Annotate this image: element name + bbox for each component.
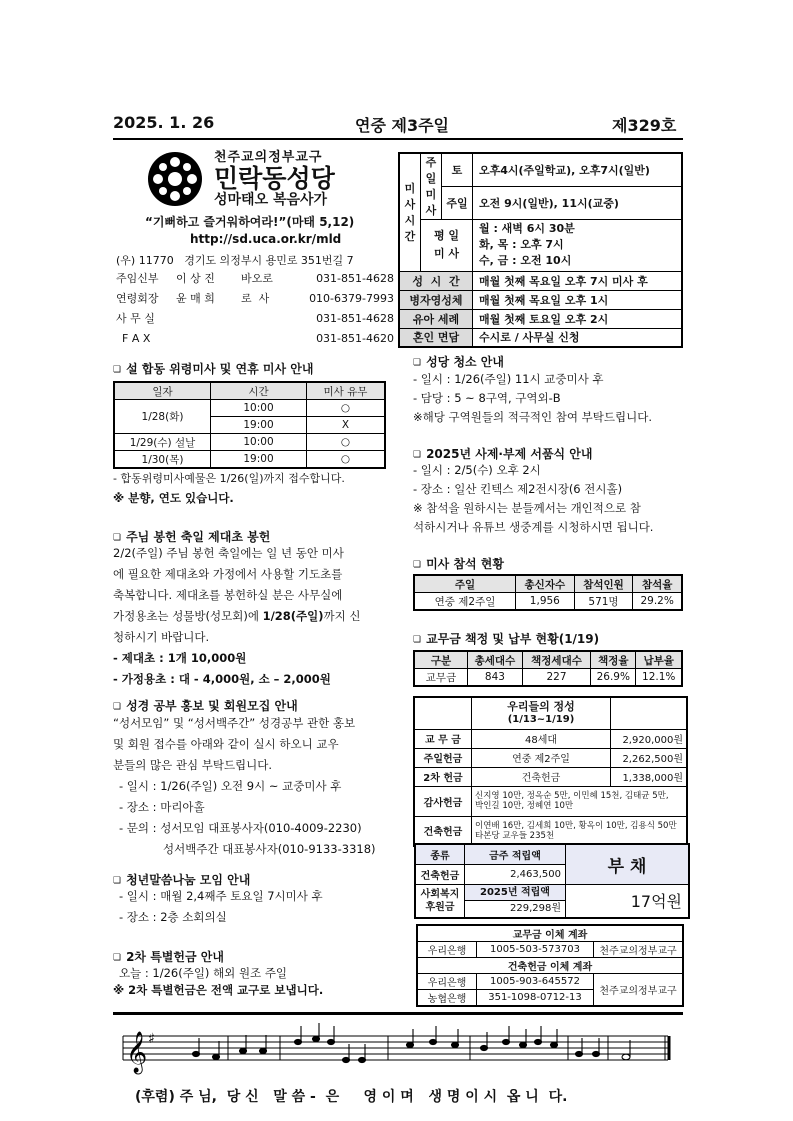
attendance-header: 주일 — [414, 575, 516, 593]
dues-table — [413, 650, 683, 687]
sun-time: 오전 9시(일반), 11시(교중) — [473, 186, 683, 219]
offering-amount: 1,338,000원 — [611, 767, 688, 786]
candle-line — [113, 606, 388, 627]
parish-logo-icon — [145, 151, 205, 207]
weekday-mass-label: 평 일 미 사 — [421, 219, 473, 271]
memorial-date: 1/30(목) — [114, 451, 211, 469]
memorial-mass: X — [307, 417, 386, 434]
candle-body — [113, 543, 388, 690]
ordination-body — [413, 461, 653, 537]
offering-label: 2차 헌금 — [414, 767, 472, 786]
bible-item: - 일시 : 1/26(주일) 오전 9시 ~ 교중미사 후 — [119, 779, 342, 793]
schedule-row-label: 유아 세례 — [399, 309, 473, 328]
build-names: 이연배 16만, 김세희 10만, 황옥이 10만, 김용식 50만 — [475, 820, 677, 831]
bible-line: 및 회원 접수를 아래와 같이 실시 하오니 교우 — [113, 737, 339, 751]
issue-date: 2025. 1. 26 — [113, 113, 215, 132]
dues-cell: 12.1% — [636, 669, 682, 687]
memorial-time: 10:00 — [211, 434, 307, 451]
contact-role: 연령회장 — [116, 292, 159, 305]
welfare-label: 사회복지 — [420, 888, 460, 900]
ordination-item: 석하시거나 유튜브 생중계를 시청하시면 됩니다. — [413, 520, 654, 534]
dues-header: 구분 — [414, 651, 468, 669]
contact-phone: 031-851-4628 — [316, 271, 394, 285]
contact-name: 윤 매 희 — [176, 292, 215, 305]
memorial-header: 일자 — [114, 382, 211, 400]
parish-url[interactable]: http://sd.uca.or.kr/mld — [190, 232, 342, 246]
contact-name: 이 상 진 — [176, 272, 215, 285]
contact-phone: 010-6379-7993 — [309, 291, 394, 305]
funds-build-value: 2,463,500 — [465, 864, 566, 884]
memorial-time: 10:00 — [211, 400, 307, 417]
youth-item: - 일시 : 매월 2,4째주 토요일 7시미사 후 — [119, 889, 323, 903]
candle-line: 에 필요한 제대초와 가정에서 사용할 기도초를 — [113, 567, 343, 581]
cleaning-item: - 담당 : 5 ~ 8구역, 구역외-B — [413, 391, 561, 405]
transfer-bank: 농협은행 — [417, 990, 477, 1007]
youth-title: ❏ 청년말씀나눔 모임 안내 — [113, 871, 250, 888]
attendance-cell: 29.2% — [633, 593, 682, 611]
build-names: 타본당 교우들 235천 — [475, 830, 555, 841]
contact-role: F A X — [122, 331, 151, 345]
attendance-cell: 연중 제2주일 — [414, 593, 516, 611]
contact-row — [116, 308, 394, 328]
offering-period: (1/13~1/19) — [507, 714, 575, 726]
funds-header-type: 종류 — [415, 844, 465, 864]
attendance-title: ❏ 미사 참석 현황 — [413, 555, 504, 572]
funds-header-week: 금주 적립액 — [465, 844, 566, 864]
ordination-item: ※ 참석을 원하시는 분들께서는 개인적으로 참 — [413, 501, 641, 515]
welfare-value: 229,298원 — [509, 902, 561, 914]
memorial-mass: ○ — [307, 434, 386, 451]
memorial-title: ❏ 설 합동 위령미사 및 연휴 미사 안내 — [113, 360, 313, 377]
offering-desc: 건축헌금 — [472, 767, 611, 786]
memorial-date: 1/28(화) — [114, 400, 211, 434]
offering-amount: 2,262,500원 — [611, 748, 688, 767]
memorial-date: 1/29(수) 설날 — [114, 434, 211, 451]
candle-text: 까지 신 — [323, 609, 361, 623]
contact-phone: 031-851-4628 — [316, 311, 394, 325]
weekday-wed-fri: 수, 금 : 오전 10시 — [479, 254, 572, 267]
hymn-lyrics: (후렴) 주 님, 당 신 말 씀 - 은 영 이 며 생 명 이 시 옵 니 다. — [135, 1089, 568, 1105]
contact-role: 주임신부 — [116, 272, 159, 285]
welfare-label: 후원금 — [425, 901, 455, 913]
transfer-holder: 천주교의정부교구 — [594, 974, 684, 1007]
special-title: ❏ 2차 특별헌금 안내 — [113, 948, 224, 965]
welfare-sub: 2025년 적립액 — [465, 885, 565, 901]
candle-line: 청하시기 바랍니다. — [113, 630, 210, 644]
attendance-table — [413, 574, 683, 611]
schedule-row-value: 매월 첫째 목요일 오후 7시 미사 후 — [473, 271, 683, 290]
parish-address: (우) 11770 경기도 의정부시 용민로 351번길 7 — [116, 254, 354, 267]
offering-label: 교 무 금 — [414, 729, 472, 748]
memorial-note-bold: ※ 분향, 연도 있습니다. — [113, 491, 234, 505]
candle-deadline: 1/28(주일) — [262, 609, 324, 623]
thanks-names: 박인길 10만, 정혜연 10만 — [475, 801, 574, 811]
bible-body — [113, 713, 393, 860]
sharp-icon: ♯ — [148, 1031, 155, 1047]
youth-body — [119, 886, 323, 928]
attendance-cell: 571명 — [574, 593, 633, 611]
schedule-row-label: 성 시 간 — [399, 271, 473, 290]
weekday-mon: 월 : 새벽 6시 30분 — [479, 222, 575, 235]
schedule-row-label: 병자영성체 — [399, 290, 473, 309]
sun-label: 주일 — [442, 186, 473, 219]
attendance-header: 참석율 — [633, 575, 682, 593]
ordination-item: - 장소 : 일산 킨텍스 제2전시장(6 전시홀) — [413, 482, 623, 496]
build-transfer-title: 건축헌금 이체 계좌 — [417, 958, 683, 974]
transfer-bank: 우리은행 — [417, 974, 477, 990]
header-rule — [113, 138, 683, 140]
attendance-cell: 1,956 — [516, 593, 575, 611]
memorial-time: 19:00 — [211, 417, 307, 434]
schedule-row-value: 매월 첫째 목요일 오후 1시 — [473, 290, 683, 309]
contact-row — [116, 328, 394, 348]
funds-build-label: 건축헌금 — [415, 864, 465, 884]
bible-title: ❏ 성경 공부 홍보 및 회원모집 안내 — [113, 697, 298, 714]
bible-item: - 장소 : 마리아홀 — [119, 800, 205, 814]
candle-title: ❏ 주님 봉헌 축일 제대초 봉헌 — [113, 528, 270, 545]
contact-table — [116, 268, 394, 348]
build-label: 건축헌금 — [414, 816, 472, 846]
funds-table — [414, 843, 690, 919]
dues-header: 책정세대수 — [522, 651, 590, 669]
candle-price: - 가정용초 : 대 - 4,000원, 소 – 2,000원 — [113, 672, 331, 686]
memorial-table — [113, 381, 386, 469]
contact-baptismal: 로 사 — [241, 292, 270, 305]
memorial-header: 시간 — [211, 382, 307, 400]
mass-time-label: 미사시간 — [399, 153, 421, 271]
weekday-tue-thu: 화, 목 : 오후 7시 — [479, 238, 564, 251]
sat-label: 토 — [442, 153, 473, 186]
bible-line: 분들의 많은 관심 부탁드립니다. — [113, 758, 273, 772]
dues-header: 납부율 — [636, 651, 682, 669]
dues-header: 총세대수 — [468, 651, 523, 669]
offering-table — [413, 696, 688, 847]
cleaning-item: ※해당 구역원들의 적극적인 참여 부탁드립니다. — [413, 410, 652, 424]
memorial-time: 19:00 — [211, 451, 307, 469]
thanks-names: 신지영 10만, 정옥순 5만, 이민혜 15천, 김태균 5만, — [475, 791, 669, 801]
offering-label: 주일헌금 — [414, 748, 472, 767]
diocese-name: 천주교의정부교구 — [214, 150, 323, 165]
transfer-bank: 우리은행 — [417, 942, 477, 958]
candle-price: - 제대초 : 1개 10,000원 — [113, 651, 247, 665]
youth-item: - 장소 : 2층 소회의실 — [119, 910, 227, 924]
cleaning-title: ❏ 성당 청소 안내 — [413, 353, 504, 370]
memorial-mass: ○ — [307, 400, 386, 417]
contact-row — [116, 288, 394, 308]
thanks-label: 감사헌금 — [414, 786, 472, 816]
hymn-staff — [118, 1020, 678, 1082]
attendance-header: 총신자수 — [516, 575, 575, 593]
transfer-table — [416, 924, 684, 1007]
candle-line: 축복합니다. 제대초를 봉헌하실 분은 사무실에 — [113, 588, 343, 602]
cleaning-body — [413, 370, 652, 427]
transfer-holder: 천주교의정부교구 — [594, 942, 684, 958]
debt-value: 17억원 — [566, 884, 690, 918]
dues-cell: 843 — [468, 669, 523, 687]
contact-role: 사 무 실 — [116, 312, 155, 325]
memorial-header: 미사 유무 — [307, 382, 386, 400]
memorial-mass: ○ — [307, 451, 386, 469]
mass-schedule-table — [398, 152, 683, 348]
dues-cell: 26.9% — [591, 669, 636, 687]
offering-amount: 2,920,000원 — [611, 729, 688, 748]
parish-patron: 성마태오 복음사가 — [214, 192, 328, 208]
offering-desc: 48세대 — [472, 729, 611, 748]
offering-title: 우리들의 정성 — [507, 700, 575, 714]
issue-number: 제329호 — [612, 116, 677, 135]
sat-time: 오후4시(주일학교), 오후7시(일반) — [473, 153, 683, 186]
candle-text: 가정용초는 성물방(성모회)에 — [113, 609, 263, 623]
schedule-row-label: 혼인 면담 — [399, 328, 473, 347]
sunday-mass-label: 주일미사 — [421, 153, 442, 219]
liturgical-season: 연중 제3주일 — [355, 116, 449, 135]
dues-cell: 교무금 — [414, 669, 468, 687]
ordination-title: ❏ 2025년 사제·부제 서품식 안내 — [413, 445, 593, 462]
special-note: ※ 2차 특별헌금은 전액 교구로 보냅니다. — [113, 983, 324, 997]
parish-name: 민락동성당 — [214, 164, 335, 193]
schedule-row-value: 매월 첫째 토요일 오후 2시 — [473, 309, 683, 328]
hymn-notes — [193, 1023, 631, 1063]
special-item: 오늘 : 1/26(주일) 해외 원조 주일 — [119, 966, 288, 980]
dues-header: 책정율 — [591, 651, 636, 669]
bible-line: “성서모임” 및 “성서백주간” 성경공부 관한 홍보 — [113, 716, 356, 730]
contact-baptismal: 바오로 — [241, 272, 273, 285]
dues-cell: 227 — [522, 669, 590, 687]
ordination-item: - 일시 : 2/5(수) 오후 2시 — [413, 463, 541, 477]
dues-title: ❏ 교무금 책정 및 납부 현황(1/19) — [413, 630, 599, 647]
treble-clef-icon: 𝄞 — [126, 1032, 148, 1073]
contact-row — [116, 268, 394, 288]
bible-item: 성서백주간 대표봉사자(010-9133-3318) — [163, 842, 376, 856]
candle-line: 2/2(주일) 주님 봉헌 축일에는 일 년 동안 미사 — [113, 546, 344, 560]
attendance-header: 참석인원 — [574, 575, 633, 593]
transfer-account: 1005-503-573703 — [477, 942, 594, 958]
transfer-account: 1005-903-645572 — [477, 974, 594, 990]
debt-label: 부 채 — [566, 844, 690, 884]
memorial-note: - 합동위령미사예물은 1/26(일)까지 접수합니다. — [113, 472, 345, 485]
bible-item: - 문의 : 성서모임 대표봉사자(010-4009-2230) — [119, 821, 362, 835]
parish-motto: “기뻐하고 즐거워하여라!”(마태 5,12) — [145, 215, 355, 229]
offering-desc: 연중 제2주일 — [472, 748, 611, 767]
contact-phone: 031-851-4620 — [316, 331, 394, 345]
footer-rule — [113, 1012, 683, 1015]
transfer-account: 351-1098-0712-13 — [477, 990, 594, 1007]
schedule-row-value: 수시로 / 사무실 신청 — [473, 328, 683, 347]
dues-transfer-title: 교무금 이체 계좌 — [417, 925, 683, 942]
cleaning-item: - 일시 : 1/26(주일) 11시 교중미사 후 — [413, 372, 604, 386]
